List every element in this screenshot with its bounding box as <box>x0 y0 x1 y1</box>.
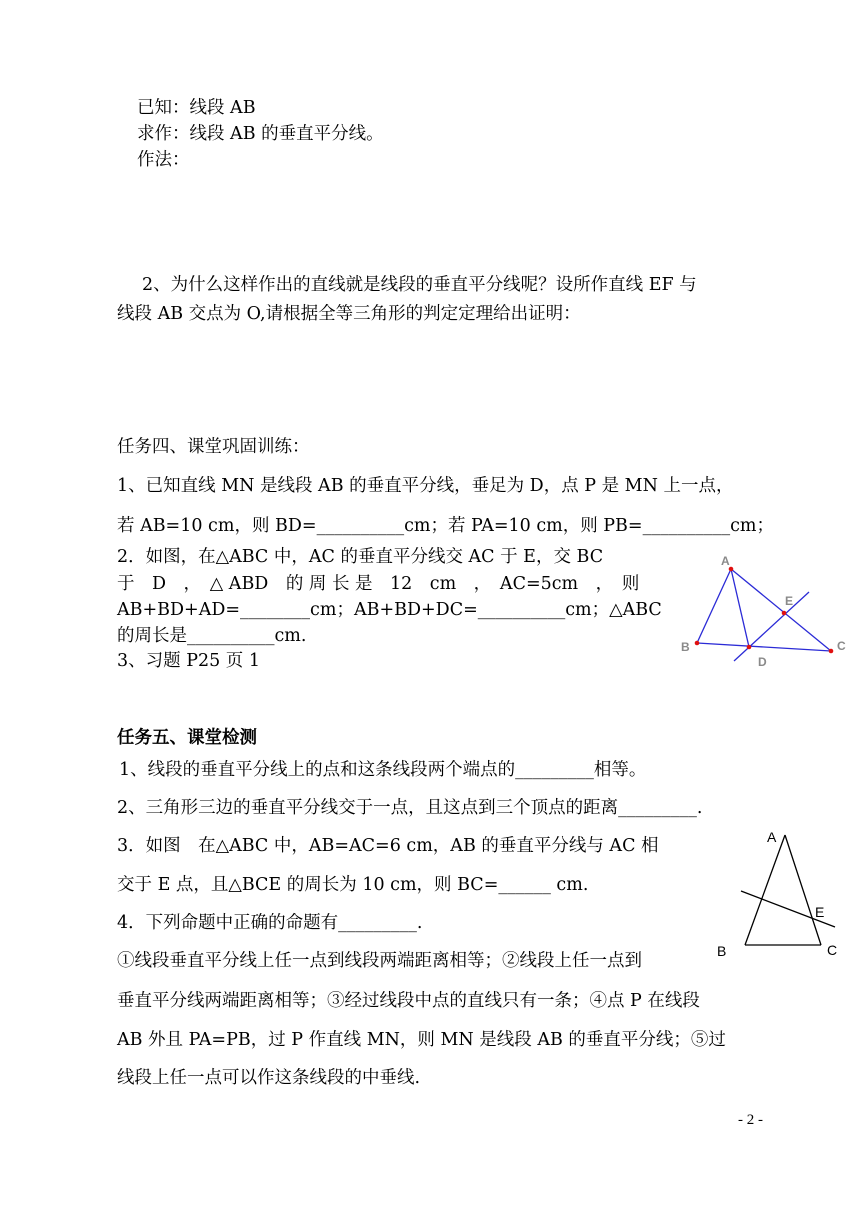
triangle-figure-2 <box>710 820 850 970</box>
label-c: C <box>827 942 838 958</box>
label-a: A <box>721 554 730 568</box>
task5-q4-line1: 4．下列命题中正确的命题有_________. <box>117 913 423 933</box>
task4-p2-line4: 的周长是__________cm. <box>117 626 307 646</box>
task5-q2: 2、三角形三边的垂直平分线交于一点，且这点到三个顶点的距离_________. <box>117 798 703 818</box>
task4-p2-line1: 2．如图，在△ABC 中，AC 的垂直平分线交 AC 于 E，交 BC <box>117 547 604 567</box>
method-text: 作法： <box>137 150 190 170</box>
task4-p2-line3: AB+BD+AD=________cm；AB+BD+DC=__________cm；△ABC <box>117 600 662 620</box>
task4-p2-line2: 于 D ， △ ABD 的 周 长 是 12 cm ， AC=5cm ， 则 <box>117 574 640 594</box>
segment-ac <box>785 835 821 945</box>
task4-p3: 3、习题 P25 页 1 <box>117 651 260 671</box>
point-d <box>747 645 752 650</box>
task4-title: 任务四、课堂巩固训练： <box>117 437 310 457</box>
segment-bc <box>697 643 831 651</box>
known-text: 已知：线段 AB <box>137 98 256 118</box>
point-e <box>782 611 787 616</box>
label-e: E <box>815 904 825 920</box>
label-e: E <box>785 594 794 608</box>
segment-ac <box>731 569 831 651</box>
task5-q4-line3: 垂直平分线两端距离相等；③经过线段中点的直线只有一条；④点 P 在线段 <box>117 991 700 1011</box>
segment-ab <box>697 569 731 643</box>
task5-q4-line2: ①线段垂直平分线上任一点到线段两端距离相等；②线段上任一点到 <box>117 951 642 971</box>
segment-ab <box>745 835 785 945</box>
label-a: A <box>767 829 777 845</box>
label-c: C <box>837 639 846 653</box>
segment-ad <box>731 569 749 647</box>
q2-line1: 2、为什么这样作出的直线就是线段的垂直平分线呢？设所作直线 EF 与 <box>142 275 697 295</box>
task5-q3-line1: 3．如图 在△ABC 中，AB=AC=6 cm，AB 的垂直平分线与 AC 相 <box>117 836 659 856</box>
q2-line2: 线段 AB 交点为 O,请根据全等三角形的判定定理给出证明： <box>117 304 581 324</box>
triangle-figure-1 <box>670 545 855 675</box>
point-b <box>695 641 700 646</box>
task5-q3-line2: 交于 E 点，且△BCE 的周长为 10 cm，则 BC=______ cm. <box>117 875 589 895</box>
page-number: - 2 - <box>738 1112 763 1128</box>
task5-q4-line4: AB 外且 PA=PB，过 P 作直线 MN，则 MN 是线段 AB 的垂直平分线；⑤过 <box>117 1030 726 1050</box>
label-b: B <box>717 943 727 959</box>
task5-q4-line5: 线段上任一点可以作这条线段的中垂线. <box>117 1068 421 1088</box>
task4-p1-line1: 1、已知直线 MN 是线段 AB 的垂直平分线，垂足为 D，点 P 是 MN 上一点， <box>117 476 734 496</box>
label-b: B <box>681 640 690 654</box>
task5-title: 任务五、课堂检测 <box>117 728 257 748</box>
point-c <box>829 649 834 654</box>
label-d: D <box>758 655 767 669</box>
task-text: 求作：线段 AB 的垂直平分线。 <box>137 124 384 144</box>
task5-q1: 1、线段的垂直平分线上的点和这条线段两个端点的_________相等。 <box>119 760 647 780</box>
task4-p1-line2: 若 AB=10 cm，则 BD=__________cm；若 PA=10 cm，则 PB=__________cm； <box>117 516 774 536</box>
